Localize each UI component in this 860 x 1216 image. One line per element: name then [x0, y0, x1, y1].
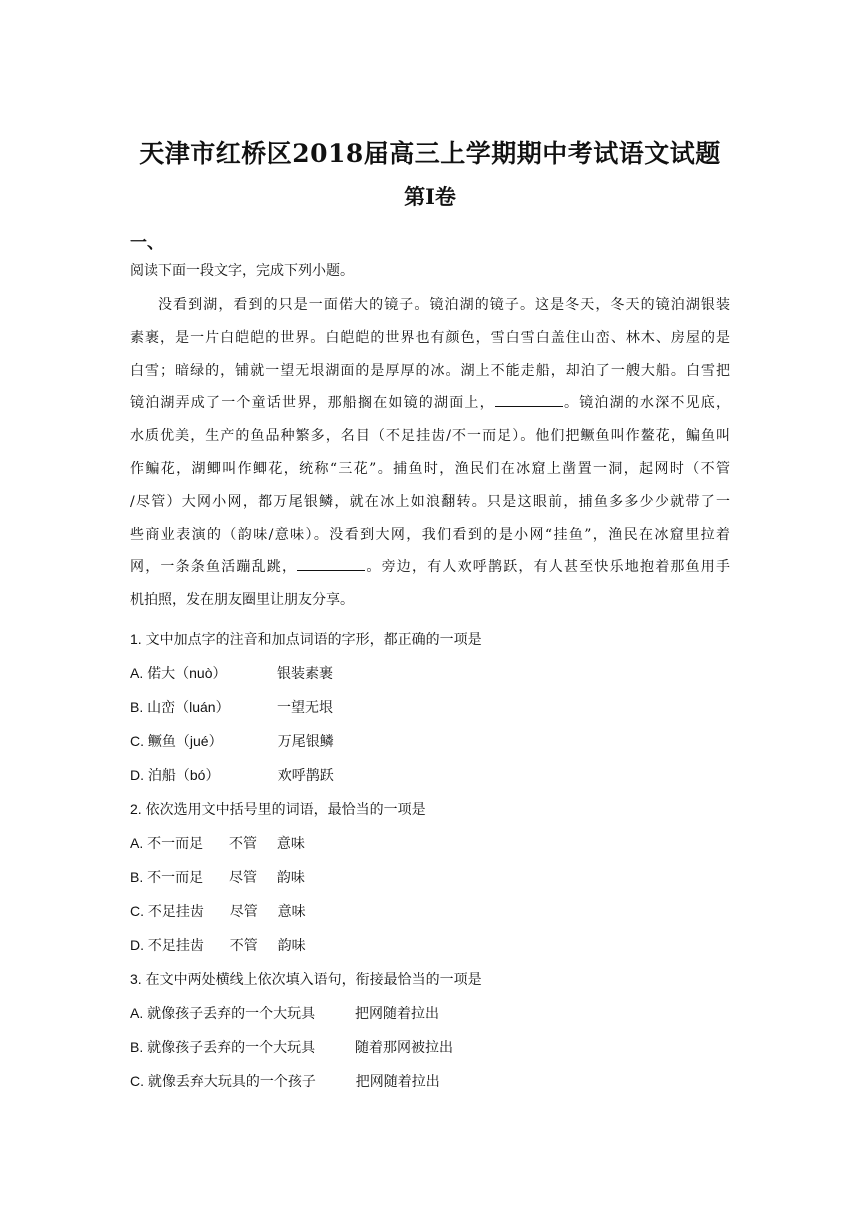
option-sentence-2: 随着那网被拉出	[355, 1039, 454, 1055]
option-word-1: 不足挂齿	[147, 903, 204, 919]
option-a[interactable]	[130, 656, 730, 690]
passage-line: 些商业表演的（韵味/意味）。没看到大网，我们看到的是小网“挂鱼”，渔民在冰窟里拉着	[130, 526, 730, 543]
passage-line-with-blank	[130, 551, 730, 584]
option-sentence-1: 就像孩子丢弃的一个大玩具	[147, 1005, 316, 1021]
option-c[interactable]	[130, 724, 730, 758]
reading-instruction: 阅读下面一段文字，完成下列小题。	[130, 263, 354, 279]
option-label: D.	[130, 937, 144, 953]
option-pinyin: 山峦（luán）	[147, 699, 230, 715]
option-pinyin: 鳜鱼（jué）	[147, 733, 223, 749]
passage-line: 白雪；暗绿的，铺就一望无垠湖面的是厚厚的冰。湖上不能走船，却泊了一艘大船。白雪把	[130, 362, 730, 379]
section-heading: 一、	[130, 233, 164, 253]
question-1	[130, 622, 730, 792]
option-word-1: 不一而足	[147, 869, 204, 885]
option-word-1: 不一而足	[147, 835, 204, 851]
option-label: A.	[130, 1005, 144, 1021]
option-label: A.	[130, 665, 144, 681]
option-c[interactable]	[130, 894, 730, 928]
passage-text: 。镜泊湖的水深不见底，	[562, 395, 730, 412]
passage-line: 作鳊花，湖鲫叫作鲫花，统称“三花”。捕鱼时，渔民们在冰窟上凿置一洞，起网时（不管	[130, 460, 730, 477]
fill-blank-1	[495, 392, 563, 407]
option-d[interactable]	[130, 758, 730, 792]
option-word-3: 意味	[276, 835, 305, 851]
question-3	[130, 962, 730, 1098]
option-sentence-1: 就像孩子丢弃的一个大玩具	[147, 1039, 316, 1055]
option-label: C.	[130, 903, 144, 919]
question-2	[130, 792, 730, 962]
option-word-3: 韵味	[276, 869, 305, 885]
option-word-2: 尽管	[229, 869, 258, 885]
option-word-1: 不足挂齿	[147, 937, 204, 953]
passage-line: 水质优美，生产的鱼品种繁多，名目（不足挂齿/不一而足）。他们把鳜鱼叫作鳌花，鳊鱼叫	[130, 428, 730, 445]
option-label: A.	[130, 835, 144, 851]
option-word: 欢呼鹊跃	[277, 767, 334, 783]
option-word-3: 韵味	[277, 937, 306, 953]
option-c[interactable]	[130, 1064, 730, 1098]
option-word: 一望无垠	[277, 699, 334, 715]
question-stem: 1. 文中加点字的注音和加点词语的字形，都正确的一项是	[130, 631, 482, 647]
option-pinyin: 泊船（bó）	[147, 767, 220, 783]
option-word-3: 意味	[277, 903, 306, 919]
option-a[interactable]	[130, 826, 730, 860]
option-sentence-1: 就像丢弃大玩具的一个孩子	[147, 1073, 316, 1089]
option-label: D.	[130, 767, 144, 783]
passage-text: 。旁边，有人欢呼鹊跃，有人甚至快乐地抱着那鱼用手	[365, 559, 730, 576]
option-label: B.	[130, 869, 144, 885]
passage-line-with-blank	[130, 387, 730, 420]
option-b[interactable]	[130, 860, 730, 894]
option-sentence-2: 把网随着拉出	[355, 1005, 440, 1021]
passage-line: 没看到湖，看到的只是一面偌大的镜子。镜泊湖的镜子。这是冬天，冬天的镜泊湖银装	[158, 297, 730, 313]
volume-heading: 第Ⅰ卷	[404, 184, 456, 209]
option-word: 银装素裹	[277, 665, 334, 681]
option-word-2: 尽管	[229, 903, 258, 919]
option-d[interactable]	[130, 928, 730, 962]
option-b[interactable]	[130, 690, 730, 724]
option-word-2: 不管	[229, 835, 258, 851]
page-title: 天津市红桥区2018届高三上学期期中考试语文试题	[139, 139, 721, 168]
passage-text: 镜泊湖弄成了一个童话世界，那船搁在如镜的湖面上，	[130, 395, 495, 412]
passage-text: 网，一条条鱼活蹦乱跳，	[130, 559, 298, 576]
passage-line: /尽管）大网小网，都万尾银鳞，就在冰上如浪翻转。只是这眼前，捕鱼多多少少就带了一	[130, 493, 730, 510]
option-label: C.	[130, 733, 144, 749]
option-label: B.	[130, 699, 144, 715]
option-label: B.	[130, 1039, 144, 1055]
option-word: 万尾银鳞	[277, 733, 334, 749]
option-label: C.	[130, 1073, 144, 1089]
option-sentence-2: 把网随着拉出	[355, 1073, 440, 1089]
option-pinyin: 偌大（nuò）	[147, 665, 227, 681]
option-a[interactable]	[130, 996, 730, 1030]
fill-blank-2	[297, 556, 365, 571]
option-word-2: 不管	[229, 937, 258, 953]
passage-line: 素裹，是一片白皑皑的世界。白皑皑的世界也有颜色，雪白雪白盖住山峦、林木、房屋的是	[130, 329, 730, 346]
passage-line: 机拍照，发在朋友圈里让朋友分享。	[130, 592, 354, 609]
reading-passage	[130, 289, 730, 617]
option-b[interactable]	[130, 1030, 730, 1064]
question-stem: 2. 依次选用文中括号里的词语，最恰当的一项是	[130, 801, 426, 817]
question-stem: 3. 在文中两处横线上依次填入语句，衔接最恰当的一项是	[130, 971, 482, 987]
